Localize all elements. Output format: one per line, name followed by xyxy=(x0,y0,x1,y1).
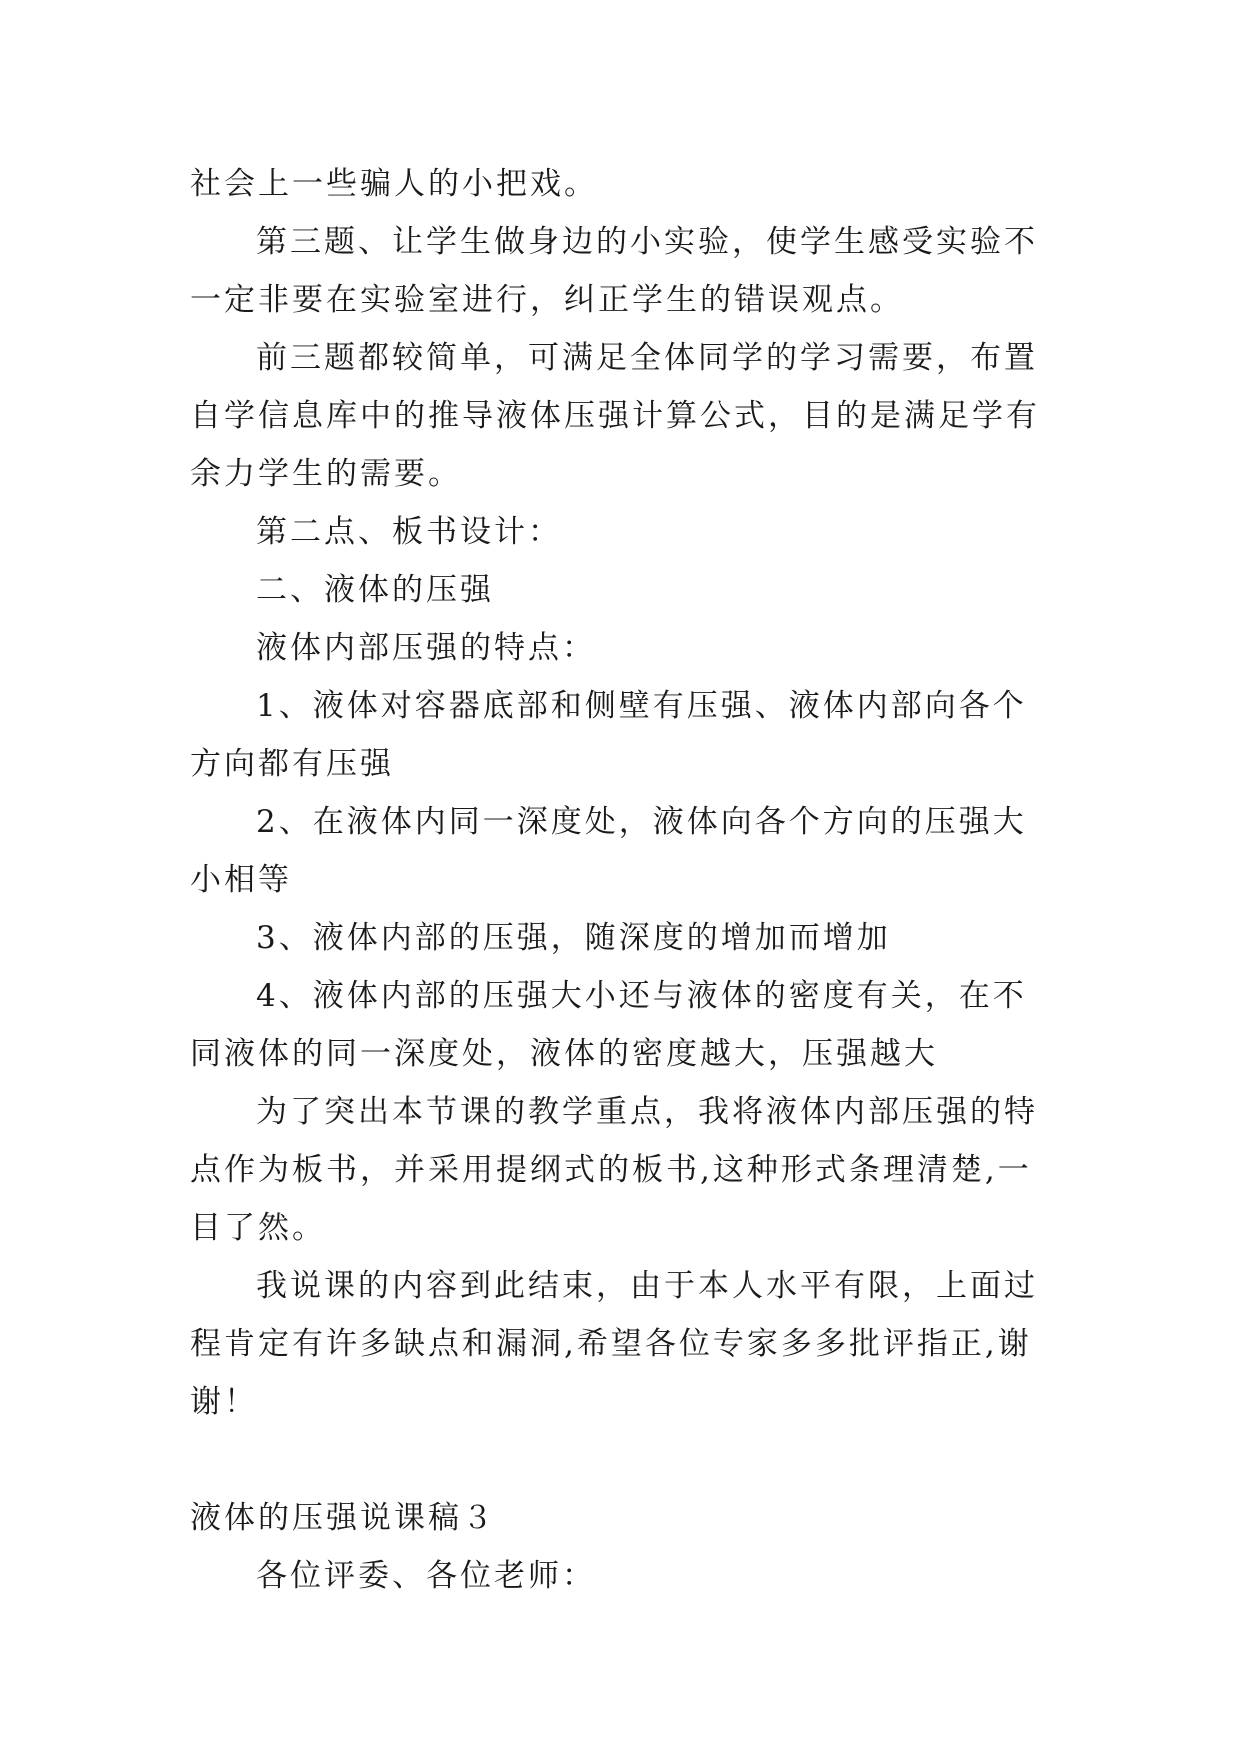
section-title: 液体的压强说课稿３ xyxy=(190,1500,496,1536)
paragraph-board-title: 二、液体的压强 xyxy=(256,572,494,608)
list-item-feature-4: 4、液体内部的压强大小还与液体的密度有关，在不同液体的同一深度处，液体的密度越大，压强越大 xyxy=(190,978,1027,1072)
document-body xyxy=(190,155,1060,1605)
list-item-feature-3: 3、液体内部的压强，随深度的增加而增加 xyxy=(256,920,891,956)
greeting: 各位评委、各位老师： xyxy=(256,1558,596,1594)
paragraph-first-three-questions: 前三题都较简单，可满足全体同学的学习需要，布置自学信息库中的推导液体压强计算公式，目的是满足学有余力学生的需要。 xyxy=(190,340,1040,492)
paragraph-board-design-heading: 第二点、板书设计： xyxy=(256,514,562,550)
list-item-feature-2: 2、在液体内同一深度处，液体向各个方向的压强大小相等 xyxy=(190,804,1027,898)
section-spacer xyxy=(190,1431,1060,1489)
paragraph-closing: 我说课的内容到此结束，由于本人水平有限，上面过程肯定有许多缺点和漏洞,希望各位专家多多批评指正,谢谢！ xyxy=(190,1268,1038,1420)
paragraph-board-rationale: 为了突出本节课的教学重点，我将液体内部压强的特点作为板书，并采用提纲式的板书,这种形式条理清楚,一目了然。 xyxy=(190,1094,1038,1246)
list-item-feature-1: 1、液体对容器底部和侧壁有压强、液体内部向各个方向都有压强 xyxy=(190,688,1027,782)
paragraph-continuation: 社会上一些骗人的小把戏。 xyxy=(190,166,598,202)
paragraph-question-three: 第三题、让学生做身边的小实验，使学生感受实验不一定非要在实验室进行，纠正学生的错误观点。 xyxy=(190,224,1038,318)
paragraph-features-heading: 液体内部压强的特点： xyxy=(256,630,596,666)
